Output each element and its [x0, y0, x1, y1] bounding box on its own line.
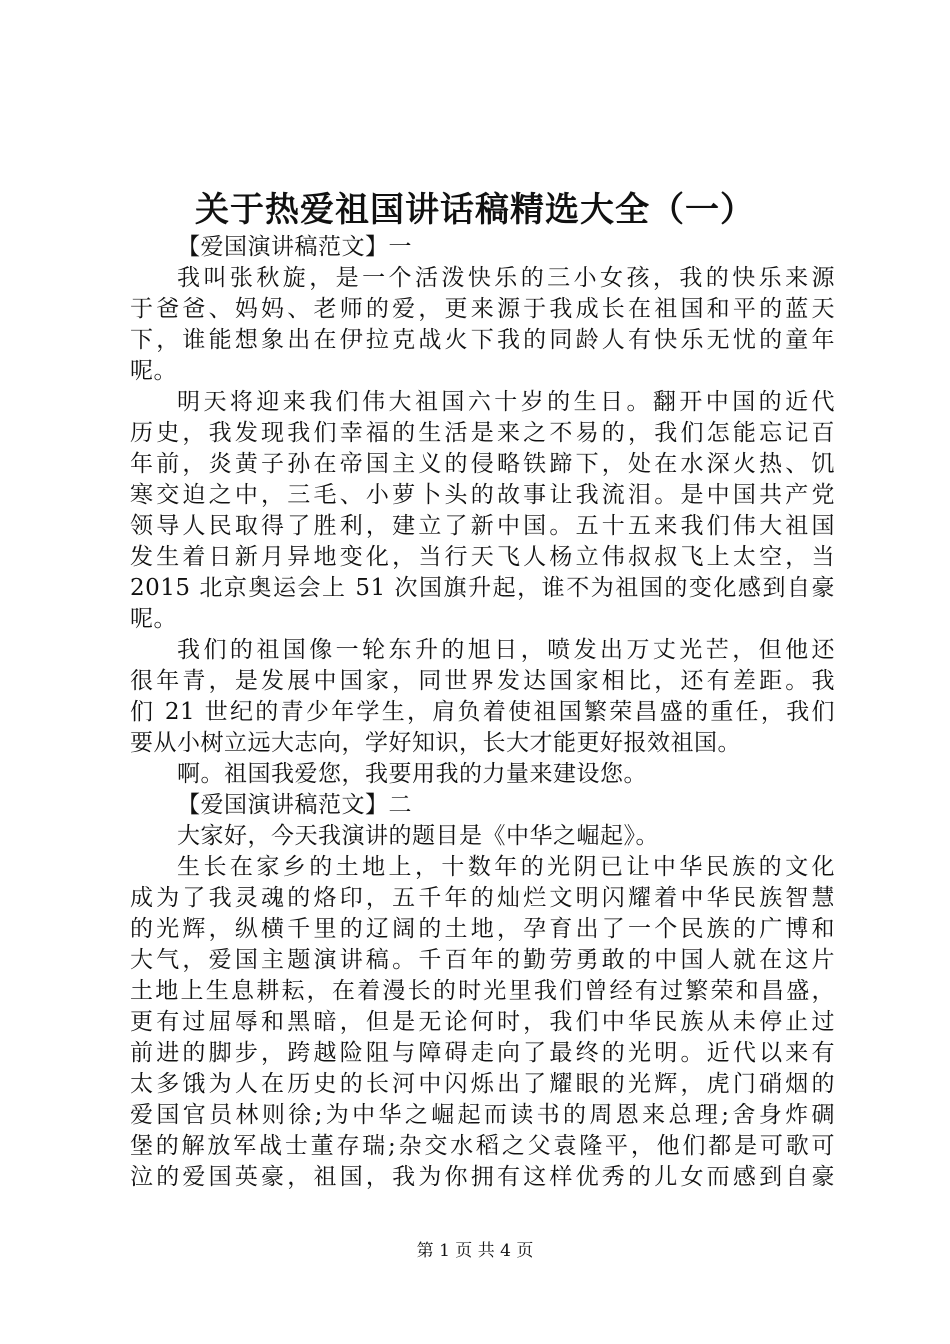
body-line: 于爸爸、妈妈、老师的爱，更来源于我成长在祖国和平的蓝天: [130, 296, 835, 322]
body-line: 下，谁能想象出在伊拉克战火下我的同龄人有快乐无忧的童年: [130, 327, 835, 353]
body-line: 【爱国演讲稿范文】二: [177, 792, 412, 818]
body-line: 要从小树立远大志向，学好知识，长大才能更好报效祖国。: [130, 730, 741, 756]
body-line: 【爱国演讲稿范文】一: [177, 234, 412, 260]
body-line: 啊。祖国我爱您，我要用我的力量来建设您。: [177, 761, 647, 787]
body-line: 寒交迫之中，三毛、小萝卜头的故事让我流泪。是中国共产党: [130, 482, 835, 508]
body-line: 我叫张秋旋，是一个活泼快乐的三小女孩，我的快乐来源: [177, 265, 835, 291]
body-line: 泣的爱国英豪，祖国，我为你拥有这样优秀的儿女而感到自豪: [130, 1164, 835, 1190]
body-line: 呢。: [130, 358, 177, 384]
body-line: 爱国官员林则徐;为中华之崛起而读书的周恩来总理;舍身炸碉: [130, 1102, 835, 1128]
document-title: 关于热爱祖国讲话稿精选大全（一）: [195, 190, 755, 230]
body-line: 更有过屈辱和黑暗，但是无论何时，我们中华民族从未停止过: [130, 1009, 835, 1035]
body-line: 历史，我发现我们幸福的生活是来之不易的，我们怎能忘记百: [130, 420, 835, 446]
body-line: 大家好，今天我演讲的题目是《中华之崛起》。: [177, 823, 659, 849]
document-body: [130, 232, 835, 1193]
body-line: 们 21 世纪的青少年学生，肩负着使祖国繁荣昌盛的重任，我们: [130, 699, 835, 725]
body-line: 土地上生息耕耘，在着漫长的时光里我们曾经有过繁荣和昌盛，: [130, 978, 835, 1004]
body-line: 呢。: [130, 606, 177, 632]
body-line: 2015 北京奥运会上 51 次国旗升起，谁不为祖国的变化感到自豪: [130, 575, 835, 601]
body-line: 大气，爱国主题演讲稿。千百年的勤劳勇敢的中国人就在这片: [130, 947, 835, 973]
body-line: 领导人民取得了胜利，建立了新中国。五十五来我们伟大祖国: [130, 513, 835, 539]
body-line: 生长在家乡的土地上，十数年的光阴已让中华民族的文化: [177, 854, 835, 880]
body-line: 太多饿为人在历史的长河中闪烁出了耀眼的光辉，虎门硝烟的: [130, 1071, 835, 1097]
body-line: 发生着日新月异地变化，当行天飞人杨立伟叔叔飞上太空，当: [130, 544, 835, 570]
body-line: 堡的解放军战士董存瑞;杂交水稻之父袁隆平，他们都是可歌可: [130, 1133, 835, 1159]
body-line: 明天将迎来我们伟大祖国六十岁的生日。翻开中国的近代: [177, 389, 835, 415]
body-line: 年前，炎黄子孙在帝国主义的侵略铁蹄下，处在水深火热、饥: [130, 451, 835, 477]
body-line: 我们的祖国像一轮东升的旭日，喷发出万丈光芒，但他还: [177, 637, 835, 663]
body-line: 很年青，是发展中国家，同世界发达国家相比，还有差距。我: [130, 668, 835, 694]
body-line: 前进的脚步，跨越险阻与障碍走向了最终的光明。近代以来有: [130, 1040, 835, 1066]
body-line: 成为了我灵魂的烙印，五千年的灿烂文明闪耀着中华民族智慧: [130, 885, 835, 911]
page-indicator: 第 1 页 共 4 页: [416, 1241, 534, 1261]
body-line: 的光辉，纵横千里的辽阔的土地，孕育出了一个民族的广博和: [130, 916, 835, 942]
